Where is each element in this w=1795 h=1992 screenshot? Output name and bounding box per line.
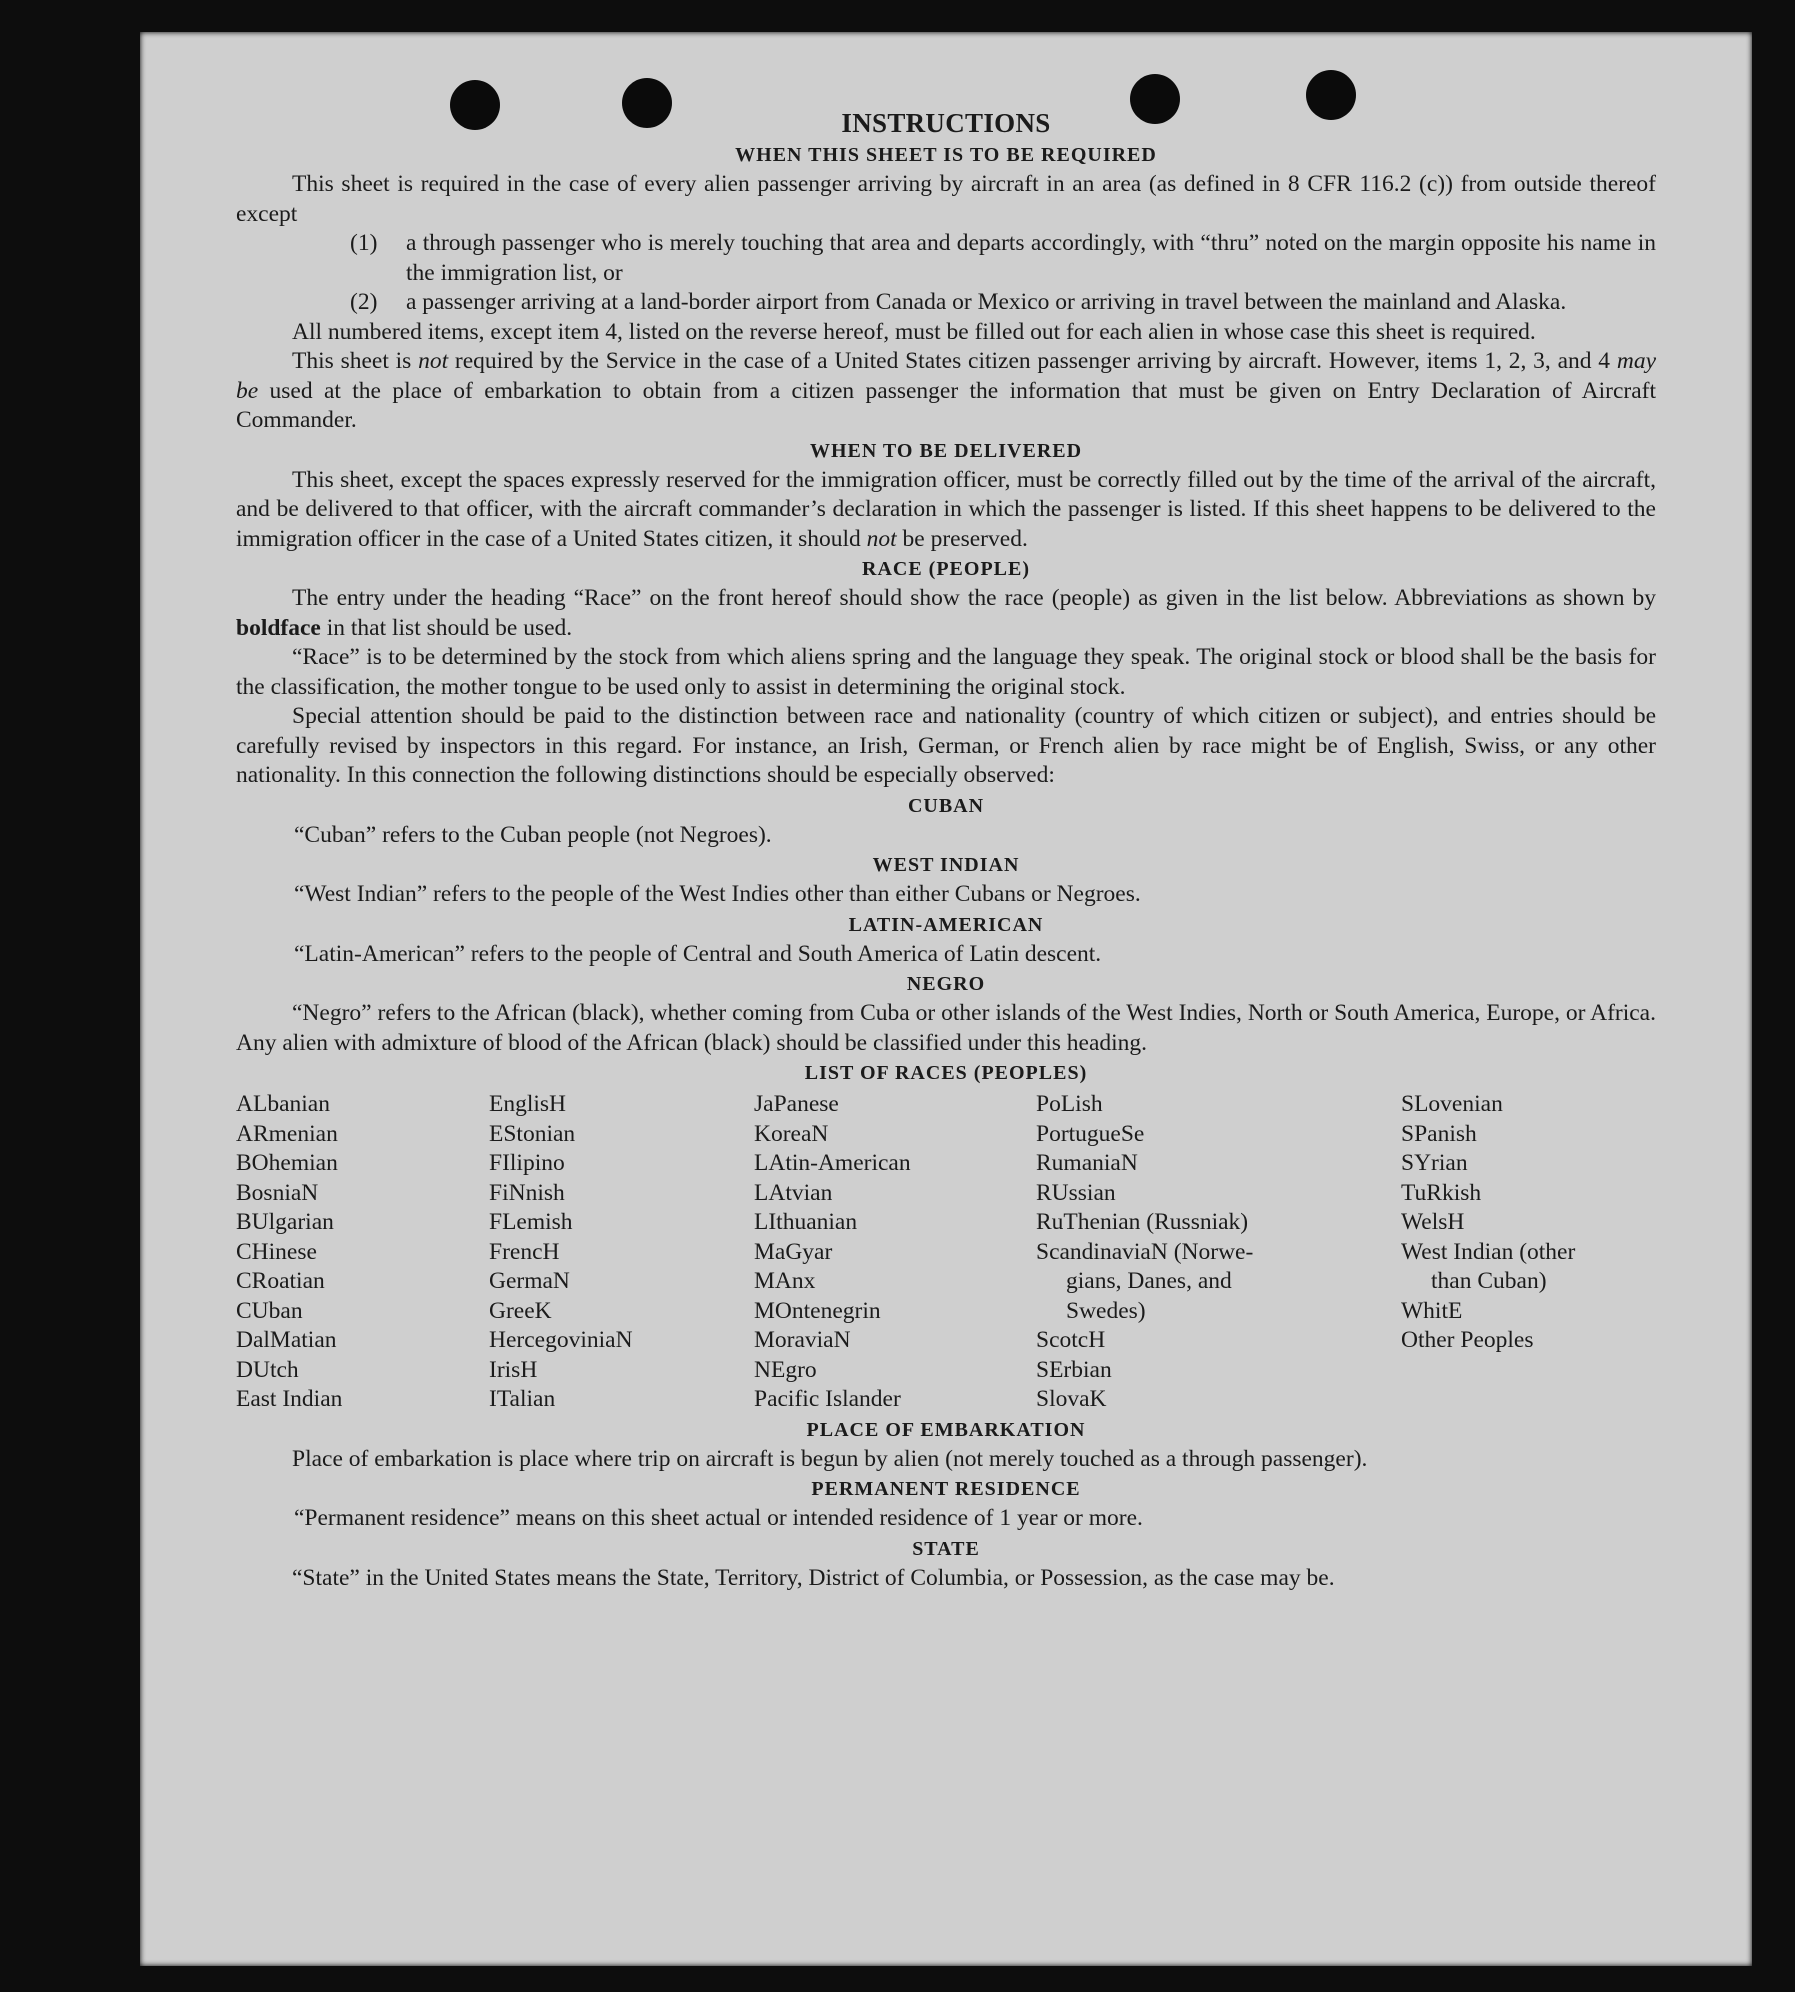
- section-heading-embarkation: PLACE OF EMBARKATION: [806, 1418, 1086, 1441]
- race-entry: LIthuanian: [754, 1209, 858, 1235]
- citizen-paragraph: This sheet is not required by the Service in the case of a United States citizen passenger arriving by aircraft. However, items 1, 2, 3, and 4 may be used at the place of embarkation to obtain from a citizen passenger the information that must be given on Entry Declaration of Aircraft Commander.: [236, 348, 1656, 433]
- race-entry: ALbanian: [236, 1091, 330, 1117]
- race-paragraph-1: The entry under the heading “Race” on the front hereof should show the race (people) as given in the list below. Abbreviations as shown by boldface in that list should be used.: [236, 585, 1656, 641]
- state-definition: “State” in the United States means the State, Territory, District of Columbia, or Possession, as the case may be.: [292, 1564, 1335, 1591]
- race-column-4: [1036, 1090, 1401, 1415]
- section-heading-when-required: WHEN THIS SHEET IS TO BE REQUIRED: [735, 144, 1157, 166]
- race-entry: FrencH: [489, 1238, 560, 1265]
- race-entry: FiNnish: [489, 1179, 565, 1206]
- race-column-1: [236, 1090, 489, 1415]
- race-entry: MoraviaN: [754, 1327, 851, 1353]
- race-entry: East Indian: [236, 1386, 343, 1412]
- race-entry: West Indian (other: [1401, 1238, 1576, 1265]
- when-required-intro: This sheet is required in the case of every alien passenger arriving by aircraft in an area (as defined in 8 CFR 116.2 (c)) from outside thereof except: [236, 171, 1656, 227]
- race-entry: DUtch: [236, 1356, 299, 1383]
- race-entry: CUban: [236, 1297, 303, 1324]
- race-entry: KoreaN: [754, 1120, 829, 1147]
- race-entry: BUlgarian: [236, 1209, 334, 1235]
- when-delivered-text: This sheet, except the spaces expressly reserved for the immigration officer, must be correctly filled out by the time of the arrival of the aircraft, and be delivered to that officer, with the aircraft commander’s declaration in which the passenger is listed. If this sheet happens to be delivered to the immigration officer in the case of a United States citizen, it should not be preserved.: [236, 466, 1656, 552]
- race-entry-continuation: Swedes): [1066, 1297, 1146, 1324]
- section-heading-permanent-residence: PERMANENT RESIDENCE: [811, 1478, 1081, 1500]
- section-heading-state: STATE: [912, 1537, 980, 1560]
- race-entry: CRoatian: [236, 1268, 325, 1294]
- race-entry: JaPanese: [754, 1091, 839, 1117]
- race-entry: MOntenegrin: [754, 1297, 881, 1324]
- race-entry: ITalian: [489, 1386, 556, 1412]
- race-entry: SLovenian: [1401, 1091, 1503, 1117]
- race-column-2: [489, 1090, 754, 1415]
- page-title: INSTRUCTIONS: [841, 108, 1051, 138]
- race-paragraph-3: Special attention should be paid to the distinction between race and nationality (country of which citizen or subject), and entries should be carefully revised by inspectors in this regard. For instance, an Irish, German, or French alien by race might be of English, Swiss, or any other nationality. In this connection the following distinctions should be especially observed:: [236, 703, 1656, 788]
- exception-item-1: [350, 229, 1656, 288]
- exception-number: (1): [350, 230, 378, 256]
- race-column-3: [754, 1090, 1036, 1415]
- race-entry: RuThenian (Russniak): [1036, 1209, 1249, 1235]
- race-entry: GermaN: [489, 1268, 570, 1294]
- race-entry: BosniaN: [236, 1179, 319, 1206]
- race-entry: PoLish: [1036, 1091, 1103, 1117]
- race-entry: NEgro: [754, 1356, 817, 1383]
- race-entry: BOhemian: [236, 1150, 338, 1176]
- race-entry: EStonian: [489, 1120, 576, 1147]
- race-entry: HercegoviniaN: [489, 1327, 633, 1353]
- race-entry: LAtin-American: [754, 1150, 911, 1176]
- race-entry-continuation: gians, Danes, and: [1066, 1268, 1232, 1294]
- document-body: [236, 106, 1656, 1593]
- numbered-items-paragraph: All numbered items, except item 4, listed on the reverse hereof, must be filled out for each alien in whose case this sheet is required.: [292, 318, 1536, 345]
- race-entry: PortugueSe: [1036, 1120, 1145, 1147]
- race-entry: DalMatian: [236, 1327, 337, 1353]
- race-entry: EnglisH: [489, 1091, 567, 1117]
- race-paragraph-2: “Race” is to be determined by the stock from which aliens spring and the language they speak. The original stock or blood shall be the basis for the classification, the mother tongue to be used only to assist in determining the original stock.: [236, 644, 1656, 700]
- race-entry: SPanish: [1401, 1120, 1477, 1147]
- race-entry: RUssian: [1036, 1179, 1116, 1206]
- race-entry: SYrian: [1401, 1150, 1468, 1176]
- race-entry: FLemish: [489, 1209, 573, 1235]
- latin-american-definition: “Latin-American” refers to the people of Central and South America of Latin descent.: [294, 940, 1102, 967]
- section-heading-when-delivered: WHEN TO BE DELIVERED: [809, 439, 1083, 462]
- section-heading-west-indian: WEST INDIAN: [872, 854, 1020, 876]
- race-entry: WhitE: [1401, 1297, 1463, 1324]
- race-entry: IrisH: [489, 1356, 538, 1383]
- race-entry: ScandinaviaN (Norwe-: [1036, 1238, 1254, 1265]
- race-entry: FIlipino: [489, 1150, 565, 1176]
- section-heading-negro: NEGRO: [906, 973, 986, 995]
- race-column-5: [1401, 1090, 1656, 1415]
- race-entry: Other Peoples: [1401, 1327, 1534, 1353]
- race-entry: MaGyar: [754, 1238, 833, 1265]
- section-heading-latin-american: LATIN-AMERICAN: [848, 913, 1044, 936]
- race-entry: TuRkish: [1401, 1179, 1482, 1206]
- west-indian-definition: “West Indian” refers to the people of the West Indies other than either Cubans or Negroes.: [294, 881, 1141, 907]
- race-entry: ScotcH: [1036, 1327, 1106, 1353]
- race-entry: SErbian: [1036, 1356, 1112, 1383]
- race-entry: LAtvian: [754, 1179, 833, 1206]
- exception-item-2: [350, 288, 1656, 318]
- embarkation-definition: Place of embarkation is place where trip on aircraft is begun by alien (not merely touched as a through passenger).: [292, 1445, 1368, 1472]
- race-entry: SlovaK: [1036, 1386, 1107, 1412]
- race-entry: Pacific Islander: [754, 1386, 901, 1412]
- race-entry: MAnx: [754, 1268, 816, 1294]
- section-heading-list-of-races: LIST OF RACES (PEOPLES): [804, 1062, 1088, 1084]
- race-entry: ARmenian: [236, 1120, 338, 1147]
- section-heading-cuban: CUBAN: [907, 794, 985, 817]
- exception-text: a through passenger who is merely touching that area and departs accordingly, with “thru” noted on the margin opposite his name in the immigration list, or: [406, 230, 1656, 286]
- race-entry-continuation: than Cuban): [1431, 1268, 1547, 1294]
- cuban-definition: “Cuban” refers to the Cuban people (not Negroes).: [294, 821, 772, 848]
- document-sheet: [140, 32, 1752, 1966]
- race-entry: RumaniaN: [1036, 1150, 1138, 1176]
- race-entry: GreeK: [489, 1297, 552, 1324]
- exception-text: a passenger arriving at a land-border airport from Canada or Mexico or arriving in travel between the mainland and Alaska.: [406, 289, 1567, 315]
- negro-definition: “Negro” refers to the African (black), whether coming from Cuba or other islands of the West Indies, North or South America, Europe, or Africa. Any alien with admixture of blood of the African (black) should be classified under this heading.: [236, 1000, 1656, 1056]
- permanent-residence-definition: “Permanent residence” means on this sheet actual or intended residence of 1 year or more.: [294, 1505, 1143, 1531]
- section-heading-race: RACE (PEOPLE): [862, 558, 1030, 580]
- exception-number: (2): [350, 289, 378, 315]
- race-list: [236, 1090, 1656, 1415]
- race-entry: CHinese: [236, 1238, 317, 1265]
- race-entry: WelsH: [1401, 1209, 1465, 1235]
